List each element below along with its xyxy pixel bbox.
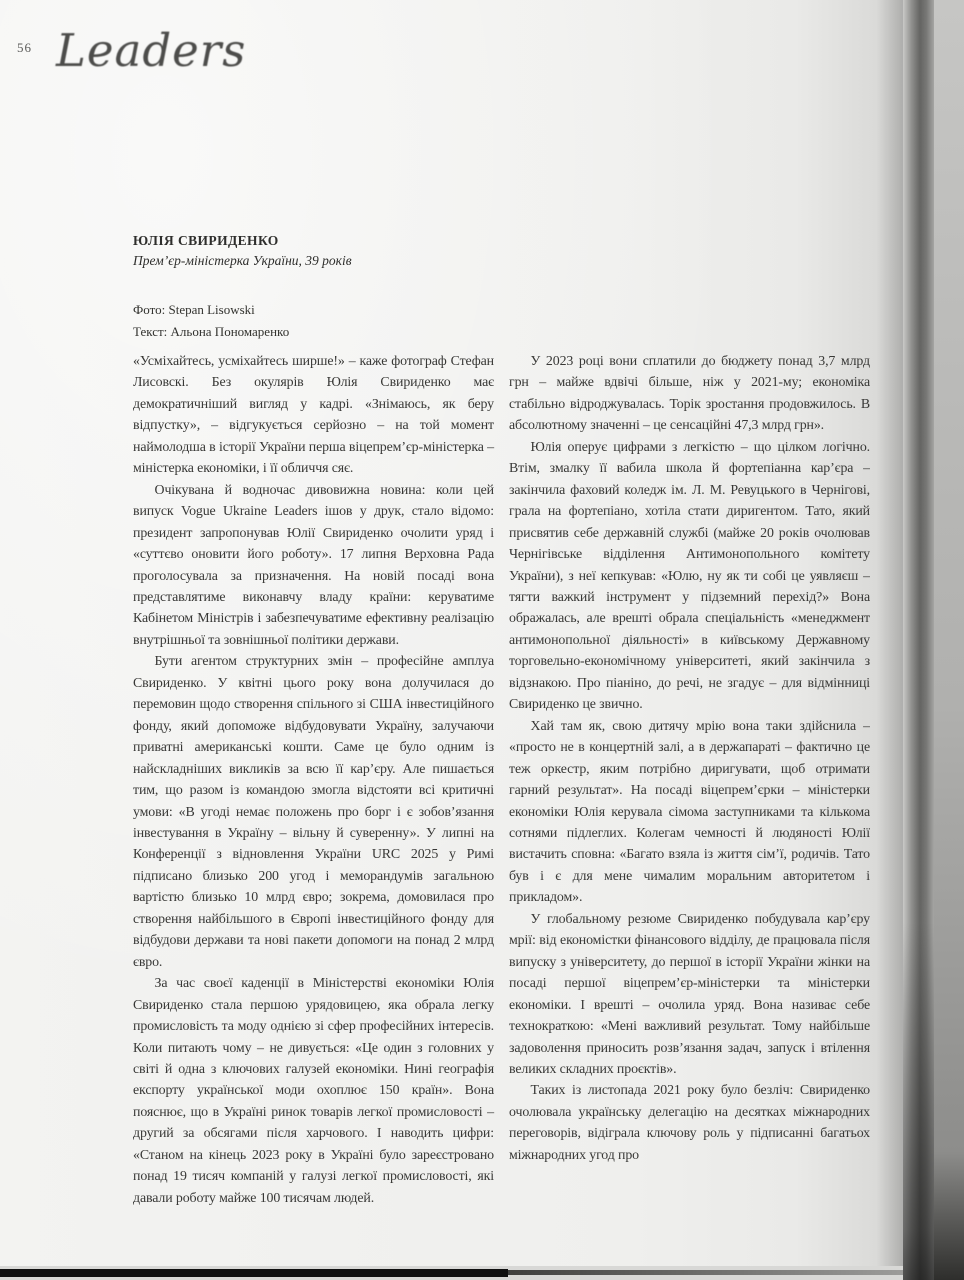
text-credit: Текст: Альона Пономаренко <box>133 324 290 339</box>
article-body-columns <box>133 351 870 1245</box>
article-subject-role: Прем’єр-міністерка України, 39 років <box>133 253 352 268</box>
section-title: Leaders <box>56 24 247 77</box>
article-paragraph: У 2023 році вони сплатили до бюджету понад 3,7 млрд грн – майже вдвічі більше, ніж у 2021-му; економіка стабільно відроджувалась. Торік зростання продовжилось. В абсолютному значенні – це сенсаційні 47,3 млрд грн». <box>509 354 870 434</box>
article-paragraph: Юлія оперує цифрами з легкістю – що цілком логічно. Втім, змалку її вабила школа й фортепіанна кар’єра – закінчила фаховий коледж ім. Л. М. Ревуцького в Чернігові, грала на фортепіано, хотіла стати диригентом. Тато, який присвятив себе державній службі (майже 20 років очолював Чернігівське відділення Антимонопольного комітету України), з неї кепкував: «Юлю, ну як ти собі це уявляєш – тягти важкий інструмент у підземний перехід?» Вона ображалась, але врешті обрала спеціальність «менеджмент антимонопольної діяльності» в київському Державному торговельно-економічному університеті, який закінчила з відзнакою. Про піаніно, до речі, не згадує – для відмінниці Свириденко це звично. <box>509 439 870 713</box>
page-bottom-edge <box>0 1269 508 1277</box>
article-credits <box>133 299 733 343</box>
article-paragraph: Бути агентом структурних змін – професійне амплуа Свириденко. У квітні цього року вона долучилася до перемовин щодо створення спільного зі США інвестиційного фонду, який допоможе відбудовувати Україну, залучаючи приватні американські кошти. Саме це було одним із найскладніших викликів за всю її кар’єру. Але пишається тим, що разом із командою змогла відстояти всі критичні умови: «В угоді немає положень про борг і є зобов’язання інвестування в Україну – вільну й суверенну». У липні на Конференції з відновлення України URC 2025 у Римі підписано близько 200 угод і меморандумів загальною вартістю близько 10 млрд євро; зокрема, домовилася про створення найбільшого в Європі інвестиційного фонду для відбудови держави та нові пакети допомоги на понад 2 млрд євро. <box>133 654 494 970</box>
photo-credit: Фото: Stepan Lisowski <box>133 302 255 317</box>
article-subject-name: ЮЛІЯ СВИРИДЕНКО <box>133 233 279 248</box>
article-paragraph: Хай там як, свою дитячу мрію вона таки здійснила – «просто не в концертній залі, а в держапараті – фактично це теж оркестр, яким потрібно диригувати, щоб отримати гарний результат». На посаді віцепрем’єрки – міністерки економіки Юлія керувала сімома заступниками та кількома сотнями підлеглих. Колегам чемності й людяності Юлії вистачить сповна: «Багато взяла із життя сім’ї, родичів. Тато був і є для мене чималим моральним авторитетом і прикладом». <box>509 718 870 906</box>
article-paragraph: У глобальному резюме Свириденко побудувала кар’єру мрії: від економістки фінансового відділу, де працювала після випуску з університету, до першої в історії України жінки на посаді першої віцепрем’єр-міністерки та міністерки економіки. І врешті – очолила уряд. Вона називає себе технократкою: «Мені важливий результат. Тому найбільше задоволення приносить розв’язання задач, запуск і втілення великих складних проєктів». <box>509 911 870 1077</box>
article-paragraph: «Усміхайтесь, усміхайтесь ширше!» – каже фотограф Стефан Лисовскі. Без окулярів Юлія Свириденко має демократичніший вигляд у кадрі. «Знімаюсь, як беру відпустку», – відгукується серйозно – на той момент наймолодша в історії України перша віцепрем’єр-міністерка – міністерка економіки, і її обличчя сяє. <box>133 354 494 477</box>
article-kicker <box>133 233 733 269</box>
article-paragraph: Очікувана й водночас дивовижна новина: коли цей випуск Vogue Ukraine Leaders ішов у друк, стало відомо: президент запропонував Юлії Свириденко очолити уряд і «суттєво оновити його роботу». 17 липня Верховна Рада проголосувала за призначення. На новій посаді вона представлятиме виконавчу владу країни: керуватиме Кабінетом Міністрів і забезпечуватиме ефективну реалізацію внутрішньої та зовнішньої політики держави. <box>133 482 494 648</box>
page-right-edge <box>903 0 934 1280</box>
page-number: 56 <box>17 40 32 55</box>
article-paragraph: Таких із листопада 2021 року було безліч: Свириденко очолювала українську делегацію на десятках міжнародних переговорів, відіграла ключову роль у підписанні багатьох міжнародних угод про <box>509 1083 870 1163</box>
page-bottom-shadow <box>508 1270 903 1275</box>
article-paragraph: За час своєї каденції в Міністерстві економіки Юлія Свириденко стала першою урядовицею, яка обрала легку промисловість та моду однією зі сфер професійних інтересів. Коли питають чому – не дивується: «Це один з головних у світі й одна з ключових галузей економіки. Нині географія експорту української моди охоплює 150 країн». Вона пояснює, що в Україні ринок товарів легкої промисловості – другий за обсягами після харчового. І наводить цифри: «Станом на кінець 2023 року в Україні було зареєстровано понад 19 тисяч компаній у галузі легкої промисловості, які давали роботу майже 100 тисячам людей. <box>133 976 494 1206</box>
page-curl-shadow <box>877 0 903 1268</box>
scan-background <box>934 0 964 1280</box>
